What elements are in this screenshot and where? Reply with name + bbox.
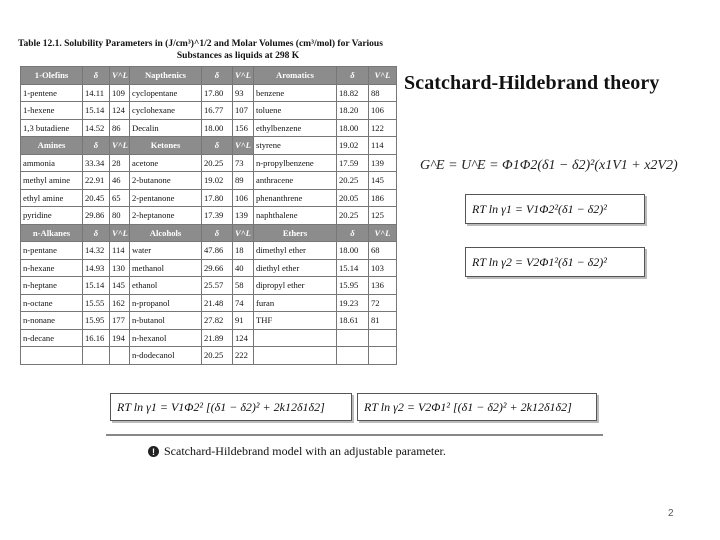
table-cell: 22.91	[83, 172, 110, 190]
table-cell: V^L	[369, 224, 397, 242]
eq4-text: RT ln γ1 = V1Φ2² [(δ1 − δ2)² + 2k12δ1δ2]	[117, 399, 325, 414]
table-cell: 177	[110, 312, 130, 330]
table-cell: n-pentane	[21, 242, 83, 260]
table-cell: 15.95	[337, 277, 369, 295]
table-cell: n-octane	[21, 294, 83, 312]
table-cell	[21, 347, 83, 365]
table-cell: ethyl amine	[21, 189, 83, 207]
table-cell: dipropyl ether	[254, 277, 337, 295]
table-cell: 28	[110, 154, 130, 172]
table-cell	[369, 347, 397, 365]
table-cell: 194	[110, 329, 130, 347]
table-cell: Alcohols	[130, 224, 202, 242]
table-cell: 19.02	[202, 172, 233, 190]
table-cell: 145	[110, 277, 130, 295]
table-cell: 47.86	[202, 242, 233, 260]
divider	[106, 434, 603, 436]
table-cell: V^L	[110, 67, 130, 85]
table-cell: δ	[202, 137, 233, 155]
table-cell: 15.55	[83, 294, 110, 312]
table-cell: naphthalene	[254, 207, 337, 225]
excess-gibbs-equation	[420, 158, 678, 174]
eq5-text: RT ln γ2 = V2Φ1² [(δ1 − δ2)² + 2k12δ1δ2]	[364, 399, 572, 414]
table-cell: δ	[337, 224, 369, 242]
eq2-text: RT ln γ1 = V1Φ2²(δ1 − δ2)²	[472, 201, 607, 216]
table-cell: 17.80	[202, 84, 233, 102]
table-row	[21, 347, 397, 365]
table-cell: 15.95	[83, 312, 110, 330]
table-cell: n-decane	[21, 329, 83, 347]
table-cell: 40	[233, 259, 254, 277]
table-cell: V^L	[369, 67, 397, 85]
table-cell: 1-hexene	[21, 102, 83, 120]
eq3-text: RT ln γ2 = V2Φ1²(δ1 − δ2)²	[472, 254, 607, 269]
table-cell	[337, 347, 369, 365]
table-cell: methyl amine	[21, 172, 83, 190]
table-cell: acetone	[130, 154, 202, 172]
table-cell: 29.66	[202, 259, 233, 277]
table-cell: 18	[233, 242, 254, 260]
table-cell: n-propanol	[130, 294, 202, 312]
table-cell: 86	[110, 119, 130, 137]
table-cell: diethyl ether	[254, 259, 337, 277]
adjusted-activity-1-box	[110, 393, 352, 421]
table-cell	[337, 329, 369, 347]
table-cell: n-butanol	[130, 312, 202, 330]
table-cell: V^L	[110, 137, 130, 155]
table-row	[21, 102, 397, 120]
table-cell: 33.34	[83, 154, 110, 172]
table-cell: 72	[369, 294, 397, 312]
table-cell: n-hexanol	[130, 329, 202, 347]
table-cell: 109	[110, 84, 130, 102]
table-row	[21, 242, 397, 260]
table-cell	[369, 329, 397, 347]
table-cell: 14.93	[83, 259, 110, 277]
table-cell: phenanthrene	[254, 189, 337, 207]
table-cell: V^L	[233, 137, 254, 155]
table-cell: V^L	[110, 224, 130, 242]
footnote	[148, 444, 446, 459]
table-cell: 91	[233, 312, 254, 330]
table-row	[21, 172, 397, 190]
table-cell: 21.48	[202, 294, 233, 312]
page-number: 2	[668, 508, 674, 519]
table-row	[21, 137, 397, 155]
table-cell	[254, 347, 337, 365]
table-cell: 145	[369, 172, 397, 190]
table-cell: 74	[233, 294, 254, 312]
table-cell: dimethyl ether	[254, 242, 337, 260]
table-cell: 136	[369, 277, 397, 295]
table-cell: 15.14	[83, 277, 110, 295]
table-cell: anthracene	[254, 172, 337, 190]
table-cell: 130	[110, 259, 130, 277]
table-cell: 65	[110, 189, 130, 207]
table-cell: 18.61	[337, 312, 369, 330]
table-cell: Amines	[21, 137, 83, 155]
slide-title: Scatchard-Hildebrand theory	[404, 72, 660, 94]
table-cell: δ	[83, 137, 110, 155]
activity-coefficient-2-box	[465, 247, 645, 277]
table-cell: 162	[110, 294, 130, 312]
table-cell: 16.16	[83, 329, 110, 347]
table-cell: n-Alkanes	[21, 224, 83, 242]
table-cell: 21.89	[202, 329, 233, 347]
table-cell: 68	[369, 242, 397, 260]
eq1-text: G^E = U^E = Φ1Φ2(δ1 − δ2)²(x1V1 + x2V2)	[420, 158, 678, 173]
table-cell: water	[130, 242, 202, 260]
table-cell: 18.00	[202, 119, 233, 137]
table-cell: 25.57	[202, 277, 233, 295]
table-cell: 156	[233, 119, 254, 137]
table-cell: Aromatics	[254, 67, 337, 85]
table-cell: 18.00	[337, 242, 369, 260]
table-cell: 17.39	[202, 207, 233, 225]
table-cell: 17.59	[337, 154, 369, 172]
table-cell: Ethers	[254, 224, 337, 242]
table-cell: 15.14	[83, 102, 110, 120]
table-cell	[254, 329, 337, 347]
table-cell: δ	[83, 67, 110, 85]
table-cell: n-nonane	[21, 312, 83, 330]
table-cell: 222	[233, 347, 254, 365]
table-cell: 20.25	[202, 347, 233, 365]
table-cell: 114	[110, 242, 130, 260]
table-cell: 2-butanone	[130, 172, 202, 190]
table-cell: toluene	[254, 102, 337, 120]
table-cell: 139	[369, 154, 397, 172]
table-cell: 106	[369, 102, 397, 120]
table-cell: 1-Olefins	[21, 67, 83, 85]
table-row	[21, 67, 397, 85]
table-row	[21, 294, 397, 312]
table-cell: 18.20	[337, 102, 369, 120]
table-cell: 93	[233, 84, 254, 102]
table-cell: THF	[254, 312, 337, 330]
table-cell	[110, 347, 130, 365]
table-cell: δ	[83, 224, 110, 242]
table-cell: 186	[369, 189, 397, 207]
table-cell: 19.02	[337, 137, 369, 155]
table-cell: 18.82	[337, 84, 369, 102]
table-cell: 124	[110, 102, 130, 120]
table-cell: δ	[202, 67, 233, 85]
solubility-table	[20, 66, 397, 365]
table-cell: ethanol	[130, 277, 202, 295]
table-caption	[18, 38, 418, 62]
table-cell: V^L	[233, 67, 254, 85]
table-cell: 88	[369, 84, 397, 102]
table-row	[21, 277, 397, 295]
table-cell: 125	[369, 207, 397, 225]
table-cell: 17.80	[202, 189, 233, 207]
table-cell: 1-pentene	[21, 84, 83, 102]
table-cell	[83, 347, 110, 365]
table-cell: 103	[369, 259, 397, 277]
adjusted-activity-2-box	[357, 393, 597, 421]
table-cell: n-hexane	[21, 259, 83, 277]
table-cell: 81	[369, 312, 397, 330]
table-cell: 107	[233, 102, 254, 120]
table-cell: 20.25	[202, 154, 233, 172]
table-cell: cyclopentane	[130, 84, 202, 102]
table-cell: Decalin	[130, 119, 202, 137]
table-cell: 20.25	[337, 207, 369, 225]
table-cell: 80	[110, 207, 130, 225]
table-cell: 14.52	[83, 119, 110, 137]
table-cell: δ	[202, 224, 233, 242]
table-cell: 2-pentanone	[130, 189, 202, 207]
table-cell: pyridine	[21, 207, 83, 225]
table-cell: 29.86	[83, 207, 110, 225]
table-cell: V^L	[233, 224, 254, 242]
table-cell: 46	[110, 172, 130, 190]
table-cell: 20.25	[337, 172, 369, 190]
table-cell: Ketones	[130, 137, 202, 155]
table-cell: 139	[233, 207, 254, 225]
table-row	[21, 259, 397, 277]
table-cell: 14.32	[83, 242, 110, 260]
table-cell: 73	[233, 154, 254, 172]
table-row	[21, 154, 397, 172]
table-cell: furan	[254, 294, 337, 312]
table-row	[21, 329, 397, 347]
caption-line-2: Substances as liquids at 298 K	[176, 51, 300, 61]
table-cell: benzene	[254, 84, 337, 102]
footnote-text: Scatchard-Hildebrand model with an adjustable parameter.	[164, 444, 446, 458]
caption-line-1: Table 12.1. Solubility Parameters in (J/cm³)^1/2 and Molar Volumes (cm³/mol) for Various	[18, 39, 383, 49]
table-row	[21, 84, 397, 102]
table-cell: 15.14	[337, 259, 369, 277]
table-cell: 16.77	[202, 102, 233, 120]
table-cell: 89	[233, 172, 254, 190]
activity-coefficient-1-box	[465, 194, 645, 224]
table-cell: 19.23	[337, 294, 369, 312]
table-cell: 106	[233, 189, 254, 207]
table-cell: 18.00	[337, 119, 369, 137]
table-cell: n-dodecanol	[130, 347, 202, 365]
table-cell: 14.11	[83, 84, 110, 102]
table-cell: 114	[369, 137, 397, 155]
table-cell: methanol	[130, 259, 202, 277]
table-cell: 20.05	[337, 189, 369, 207]
table-cell: 58	[233, 277, 254, 295]
table-row	[21, 189, 397, 207]
table-cell: styrene	[254, 137, 337, 155]
table-row	[21, 312, 397, 330]
table-cell: 2-heptanone	[130, 207, 202, 225]
table-cell: 27.82	[202, 312, 233, 330]
table-cell: ethylbenzene	[254, 119, 337, 137]
table-row	[21, 207, 397, 225]
table-cell: 1,3 butadiene	[21, 119, 83, 137]
table-cell: n-heptane	[21, 277, 83, 295]
table-cell: 122	[369, 119, 397, 137]
table-cell: cyclohexane	[130, 102, 202, 120]
table-row	[21, 224, 397, 242]
exclamation-icon: !	[148, 446, 159, 457]
table-cell: ammonia	[21, 154, 83, 172]
table-cell: 20.45	[83, 189, 110, 207]
table-cell: Napthenics	[130, 67, 202, 85]
table-cell: 124	[233, 329, 254, 347]
table-row	[21, 119, 397, 137]
table-cell: n-propylbenzene	[254, 154, 337, 172]
table-cell: δ	[337, 67, 369, 85]
